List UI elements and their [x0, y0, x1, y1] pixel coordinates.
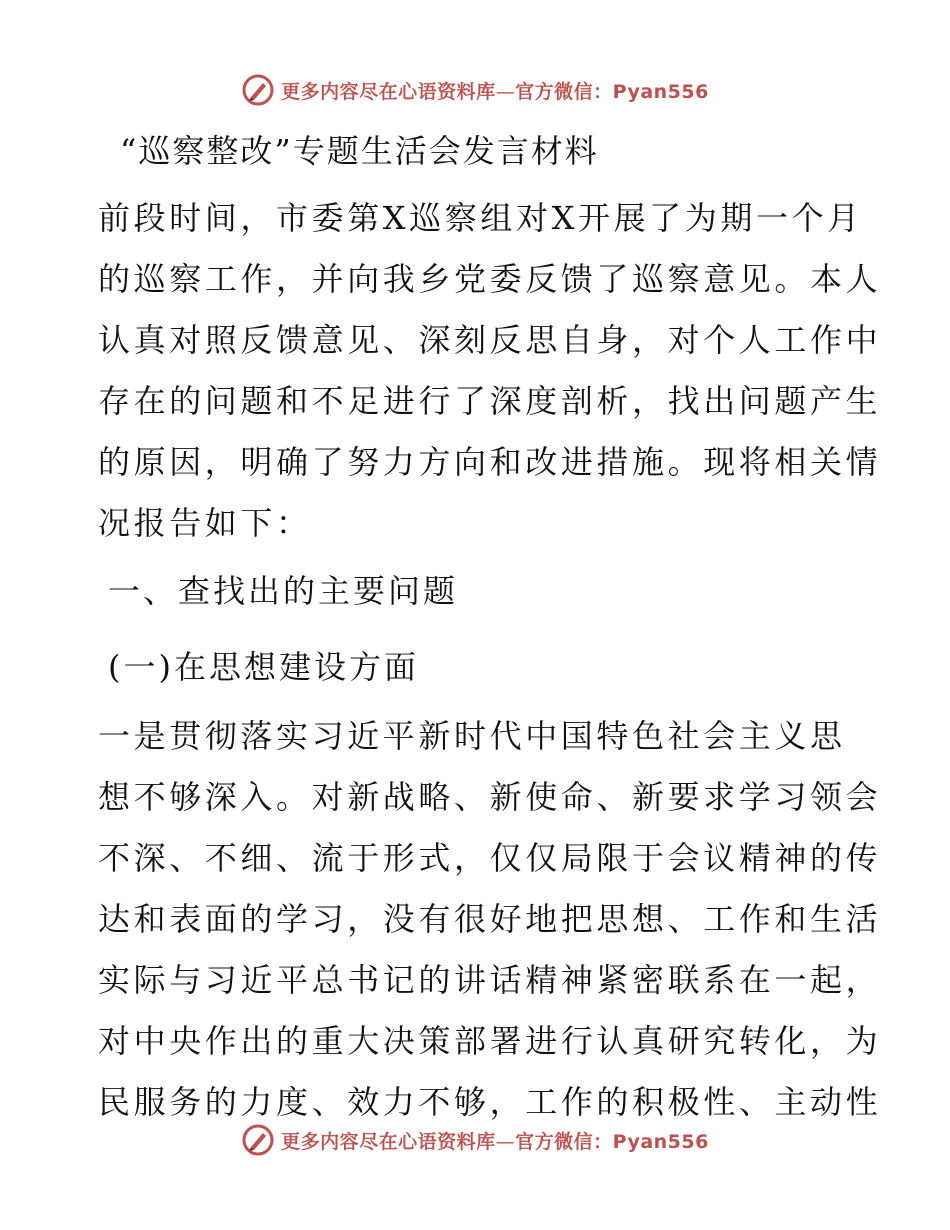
paragraph-line: 达和表面的学习，没有很好地把思想、工作和生活 — [98, 900, 882, 938]
pen-logo-icon — [241, 1123, 275, 1157]
paragraph-line: 前段时间，市委第X巡察组对X开展了为期一个月 — [98, 199, 863, 237]
paragraph-line: 实际与习近平总书记的讲话精神紧密联系在一起， — [98, 961, 882, 999]
subsection-heading: (一)在思想建设方面 — [108, 648, 419, 686]
paragraph-line: 对中央作出的重大决策部署进行认真研究转化，为 — [98, 1022, 882, 1060]
paragraph-line: 存在的问题和不足进行了深度剖析，找出问题产生 — [98, 382, 882, 420]
paragraph-line: 认真对照反馈意见、深刻反思自身，对个人工作中 — [98, 321, 882, 359]
paragraph-line: 想不够深入。对新战略、新使命、新要求学习领会 — [98, 778, 882, 816]
watermark-banner-bottom — [0, 1120, 950, 1160]
paragraph-line: 一是贯彻落实习近平新时代中国特色社会主义思 — [98, 717, 846, 755]
paragraph-line: 的巡察工作，并向我乡党委反馈了巡察意见。本人 — [98, 260, 882, 298]
paragraph-line: 不深、不细、流于形式，仅仅局限于会议精神的传 — [98, 839, 882, 877]
document-title: “巡察整改”专题生活会发言材料 — [120, 132, 599, 170]
watermark-text: 更多内容尽在心语资料库—官方微信：Pyan556 — [281, 80, 709, 103]
intro-paragraph — [98, 188, 882, 554]
body-paragraph — [98, 706, 882, 1133]
paragraph-line: 的原因，明确了努力方向和改进措施。现将相关情 — [98, 443, 882, 481]
section-heading: 一、查找出的主要问题 — [108, 572, 459, 610]
watermark-text: 更多内容尽在心语资料库—官方微信：Pyan556 — [281, 1130, 709, 1153]
paragraph-line: 况报告如下： — [98, 504, 312, 542]
watermark-banner-top — [0, 70, 950, 110]
pen-logo-icon — [241, 73, 275, 107]
paragraph-line: 民服务的力度、效力不够，工作的积极性、主动性 — [98, 1083, 882, 1121]
